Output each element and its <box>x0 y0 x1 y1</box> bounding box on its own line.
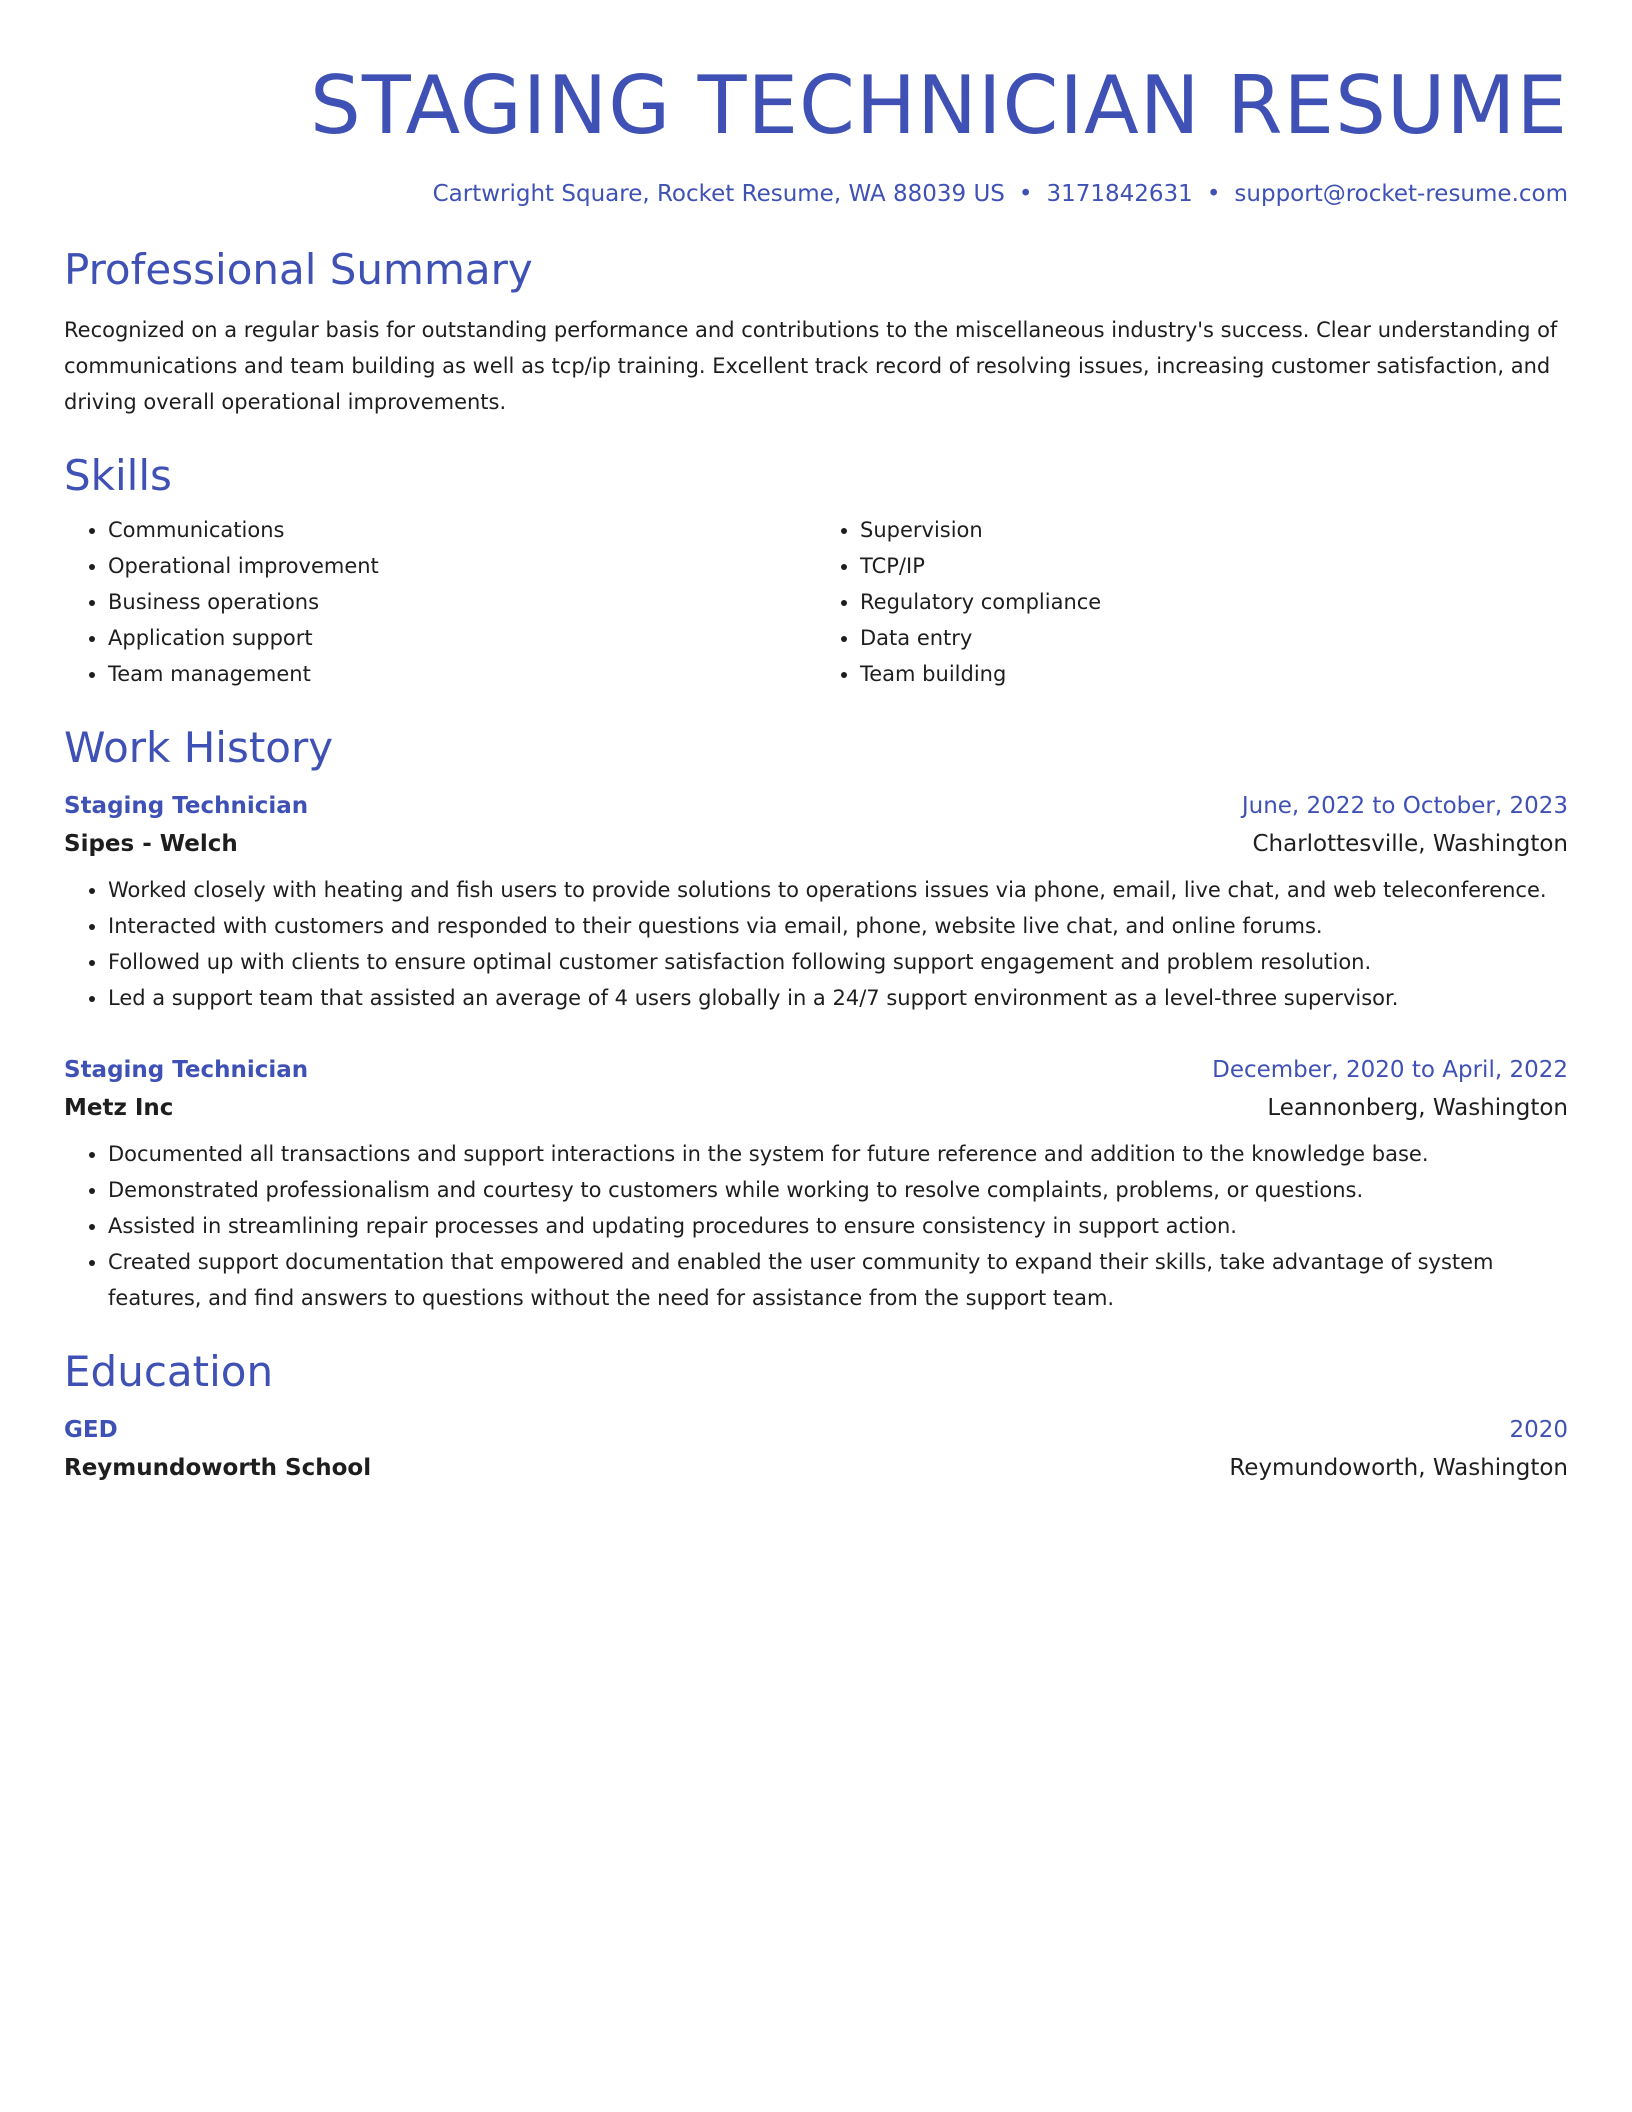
education-heading: Education <box>64 1347 274 1396</box>
skill-item: • Regulatory compliance <box>860 584 1568 620</box>
job-company-row <box>64 824 1568 864</box>
skills-heading: Skills <box>64 451 172 500</box>
job-dates: December, 2020 to April, 2022 <box>1212 1057 1568 1083</box>
job-location: Leannonberg, Washington <box>1267 1095 1568 1121</box>
resume-title: STAGING TECHNICIAN RESUME <box>310 59 1568 152</box>
job-bullets <box>64 872 1568 1016</box>
contact-address: Cartwright Square, Rocket Resume, WA 88039 US <box>432 181 1005 207</box>
skill-item: • Team management <box>108 656 816 692</box>
job-dates: June, 2022 to October, 2023 <box>1241 793 1568 819</box>
education-location: Reymundoworth, Washington <box>1229 1455 1568 1481</box>
skill-item: • Data entry <box>860 620 1568 656</box>
job-bullet: • Created support documentation that empowered and enabled the user community to expand their skills, take advantage of system features, and find answers to questions without the need for assistance from the support team. <box>108 1244 1568 1316</box>
summary-text: Recognized on a regular basis for outstanding performance and contributions to the miscellaneous industry's success. Clear understanding of communications and team building as well as tcp/ip training. Excellent track record of resolving issues, increasing customer satisfaction, and driving overall operational improvements. <box>64 318 1558 414</box>
skill-item: • Business operations <box>108 584 816 620</box>
skill-item: • Communications <box>108 512 816 548</box>
job-entry <box>64 788 1568 1016</box>
summary-heading: Professional Summary <box>64 245 533 294</box>
work-history-heading: Work History <box>64 723 334 772</box>
skills-list <box>64 512 1568 692</box>
job-bullet: • Assisted in streamlining repair processes and updating procedures to ensure consistency in support action. <box>108 1208 1568 1244</box>
job-bullets <box>64 1136 1568 1316</box>
job-bullet: • Interacted with customers and responded to their questions via email, phone, website live chat, and online forums. <box>108 908 1568 944</box>
skill-item: • TCP/IP <box>860 548 1568 584</box>
education-year: 2020 <box>1509 1417 1568 1443</box>
job-company-row <box>64 1088 1568 1128</box>
education-entry <box>64 1412 1568 1488</box>
contact-separator: • <box>1018 181 1033 207</box>
job-header-row <box>64 1052 1568 1088</box>
job-role: Staging Technician <box>64 1057 309 1083</box>
job-bullet: • Followed up with clients to ensure optimal customer satisfaction following support engagement and problem resolution. <box>108 944 1568 980</box>
contact-email[interactable]: support@rocket-resume.com <box>1234 181 1568 207</box>
skill-item: • Supervision <box>860 512 1568 548</box>
skill-item: • Team building <box>860 656 1568 692</box>
contact-separator: • <box>1206 181 1221 207</box>
education-header-row <box>64 1412 1568 1448</box>
job-bullet: • Documented all transactions and support interactions in the system for future reference and addition to the knowledge base. <box>108 1136 1568 1172</box>
skills-column-left <box>64 512 816 692</box>
job-bullet: • Demonstrated professionalism and courtesy to customers while working to resolve complaints, problems, or questions. <box>108 1172 1568 1208</box>
skill-item: • Application support <box>108 620 816 656</box>
job-bullet: • Led a support team that assisted an average of 4 users globally in a 24/7 support environment as a level-three supervisor. <box>108 980 1568 1016</box>
education-school-row <box>64 1448 1568 1488</box>
contact-phone: 3171842631 <box>1046 181 1193 207</box>
job-location: Charlottesville, Washington <box>1252 831 1568 857</box>
job-header-row <box>64 788 1568 824</box>
education-school: Reymundoworth School <box>64 1455 372 1481</box>
skill-item: • Operational improvement <box>108 548 816 584</box>
job-company: Sipes - Welch <box>64 831 238 857</box>
job-entry <box>64 1052 1568 1316</box>
skills-column-right <box>816 512 1568 692</box>
education-degree: GED <box>64 1417 118 1443</box>
job-bullet: • Worked closely with heating and fish users to provide solutions to operations issues via phone, email, live chat, and web teleconference. <box>108 872 1568 908</box>
contact-line <box>64 178 1568 210</box>
job-company: Metz Inc <box>64 1095 174 1121</box>
job-role: Staging Technician <box>64 793 309 819</box>
